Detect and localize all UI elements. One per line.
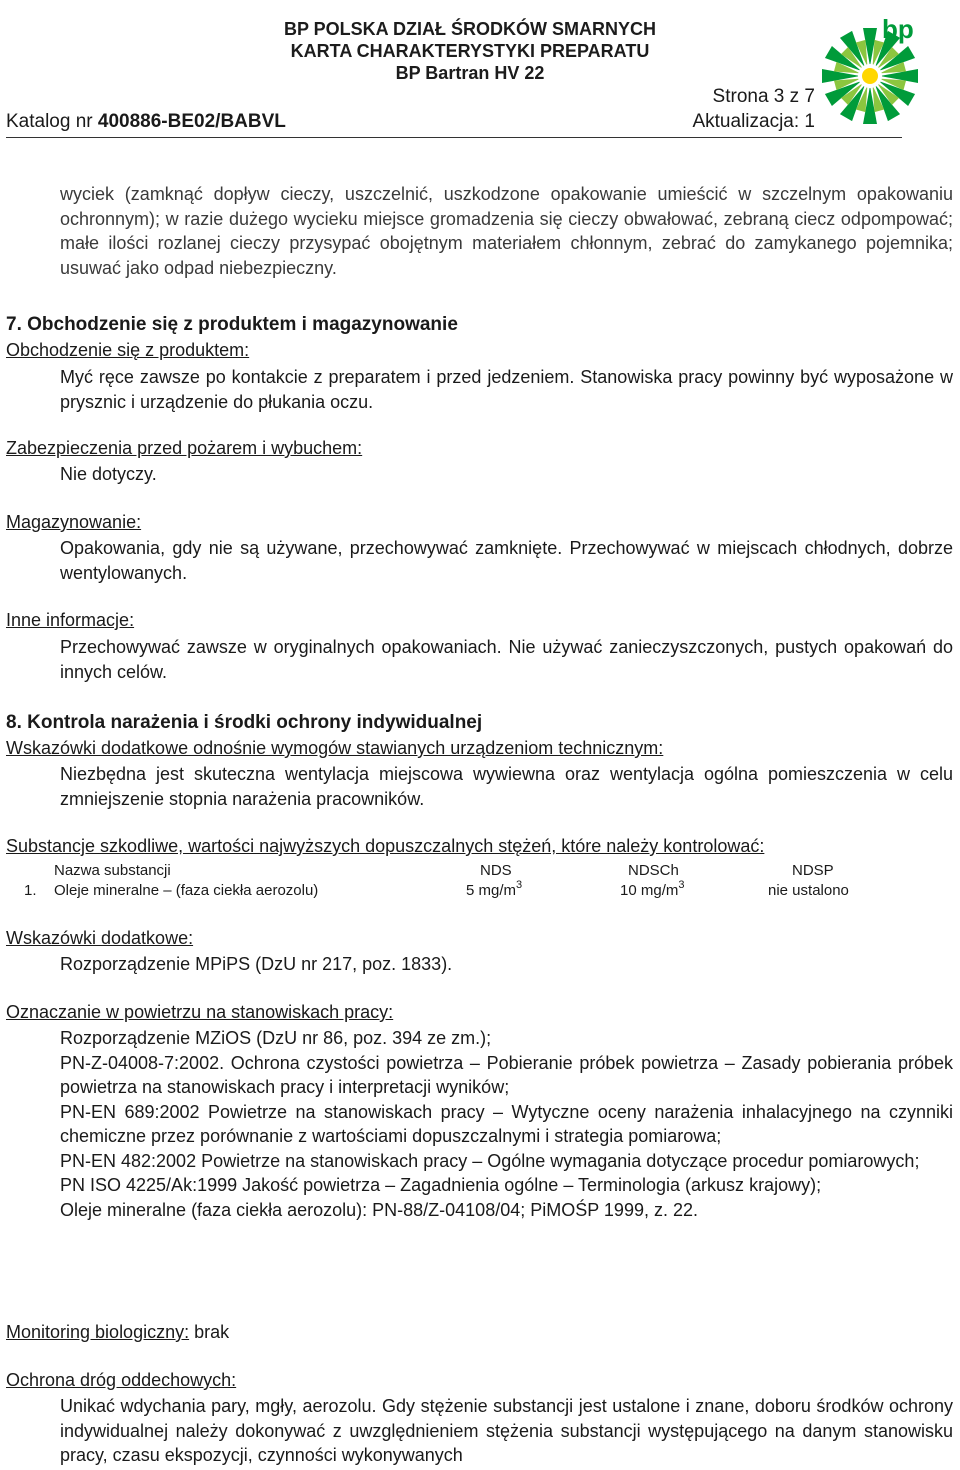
air-line: Rozporządzenie MZiOS (DzU nr 86, poz. 394 ze zm.); [60, 1028, 492, 1048]
fire-text: Nie dotyczy. [60, 464, 157, 484]
air-line: PN-EN 689:2002 Powietrze na stanowiskach pracy – Wytyczne oceny narażenia inhalacyjnego na czynniki chemiczne przez porównanie z wartościami dopuszczalnymi i strategia pomiarowa; [60, 1101, 953, 1146]
header-divider [6, 137, 902, 138]
company-name: BP POLSKA DZIAŁ ŚRODKÓW SMARNYCH [283, 19, 656, 39]
table-header-ndsch: NDSCh [628, 862, 679, 879]
update-number: Aktualizacja: 1 [692, 111, 815, 132]
handling-text: Myć ręce zawsze po kontakcie z preparatem i przed jedzeniem. Stanowiska pracy powinny być wyposażone w prysznic i urządzenie do płukania oczu. [60, 367, 953, 412]
bp-logo [820, 8, 920, 128]
technical-text: Niezbędna jest skuteczna wentylacja miejscowa wywiewna oraz wentylacja ogólna pomieszczenia w celu zmniejszenie stopnia narażenia pracowników. [60, 764, 953, 809]
section-8-title: 8. Kontrola narażenia i środki ochrony indywidualnej [6, 712, 483, 733]
nds-value: 5 mg/m [466, 882, 517, 899]
fire-label: Zabezpieczenia przed pożarem i wybuchem: [6, 438, 363, 458]
storage-text: Opakowania, gdy nie są używane, przechowywać zamknięte. Przechowywać w miejscach chłodnych, dobrze wentylowanych. [60, 538, 953, 583]
table-header-name: Nazwa substancji [54, 862, 171, 879]
other-info-text: Przechowywać zawsze w oryginalnych opakowaniach. Nie używać zanieczyszczonych, pustych opakowań do innych celów. [60, 637, 953, 682]
table-header-nds: NDS [480, 862, 512, 879]
air-line: PN-EN 482:2002 Powietrze na stanowiskach pracy – Ogólne wymagania dotyczące procedur pomiarowych; [60, 1150, 920, 1171]
air-measurement-label: Oznaczanie w powietrzu na stanowiskach pracy: [6, 1002, 394, 1022]
catalog-value: 400886-BE02/BABVL [97, 111, 286, 132]
logo-text: bp [882, 14, 914, 44]
extra-hints-text: Rozporządzenie MPiPS (DzU nr 217, poz. 1833). [60, 954, 453, 974]
other-info-label: Inne informacje: [6, 610, 135, 630]
bio-monitoring-value: brak [189, 1322, 230, 1342]
bio-monitoring [6, 1322, 229, 1343]
ndsch-exponent: 3 [678, 879, 685, 891]
extra-hints-label: Wskazówki dodatkowe: [6, 928, 194, 948]
page-number: Strona 3 z 7 [712, 86, 815, 107]
technical-label: Wskazówki dodatkowe odnośnie wymogów stawianych urządzeniom technicznym: [6, 738, 664, 758]
table-row-ndsp: nie ustalono [768, 882, 849, 899]
substances-table [0, 862, 960, 912]
air-line: PN-Z-04008-7:2002. Ochrona czystości powietrza – Pobieranie próbek powietrza – Zasady pobierania próbek powietrza na stanowiskach pracy i interpretacji wyników; [60, 1052, 953, 1097]
document-header [210, 18, 730, 84]
product-name: BP Bartran HV 22 [395, 63, 545, 83]
table-row-name: Oleje mineralne – (faza ciekła aerozolu) [54, 882, 319, 899]
table-row-number: 1. [24, 882, 37, 899]
respiratory-label: Ochrona dróg oddechowych: [6, 1370, 237, 1390]
document-type: KARTA CHARAKTERYSTYKI PREPARATU [290, 41, 650, 61]
table-header-ndsp: NDSP [792, 862, 834, 879]
catalog-number [6, 111, 286, 133]
respiratory-text: Unikać wdychania pary, mgły, aerozolu. Gdy stężenie substancji jest ustalone i znane, doboru środków ochrony indywidualnej należy dokonywać z uwzględnieniem stężenia substancji występującego na danym stanowisku pracy, czasu ekspozycji, czynności wykonywanych [60, 1396, 953, 1465]
substances-label: Substancje szkodliwe, wartości najwyższych dopuszczalnych stężeń, które należy kontrolować: [6, 836, 765, 856]
nds-exponent: 3 [516, 879, 523, 891]
air-line: PN ISO 4225/Ak:1999 Jakość powietrza – Zagadnienia ogólne – Terminologia (arkusz krajowy); [60, 1175, 822, 1195]
storage-label: Magazynowanie: [6, 512, 142, 532]
table-row-nds [466, 879, 523, 899]
air-measurement-list [60, 1026, 953, 1222]
table-row-ndsch [620, 879, 685, 899]
catalog-label: Katalog nr [6, 111, 98, 132]
section-7-title: 7. Obchodzenie się z produktem i magazynowanie [6, 314, 458, 335]
intro-paragraph: wyciek (zamknąć dopływ cieczy, uszczelnić, uszkodzone opakowanie umieścić w szczelnym opakowaniu ochronnym); w razie dużego wycieku miejsce gromadzenia się cieczy obwałować, zebraną ciecz odpompować; małe ilości rozlanej cieczy przysypać obojętnym materiałem chłonnym, zebrać do zamykanego pojemnika; usuwać jako odpad niebezpieczny. [60, 184, 953, 278]
handling-label: Obchodzenie się z produktem: [6, 340, 250, 360]
ndsch-value: 10 mg/m [620, 882, 679, 899]
bio-monitoring-label: Monitoring biologiczny: [6, 1322, 190, 1342]
air-line: Oleje mineralne (faza ciekła aerozolu): PN-88/Z-04108/04; PiMOŚP 1999, z. 22. [60, 1199, 698, 1220]
